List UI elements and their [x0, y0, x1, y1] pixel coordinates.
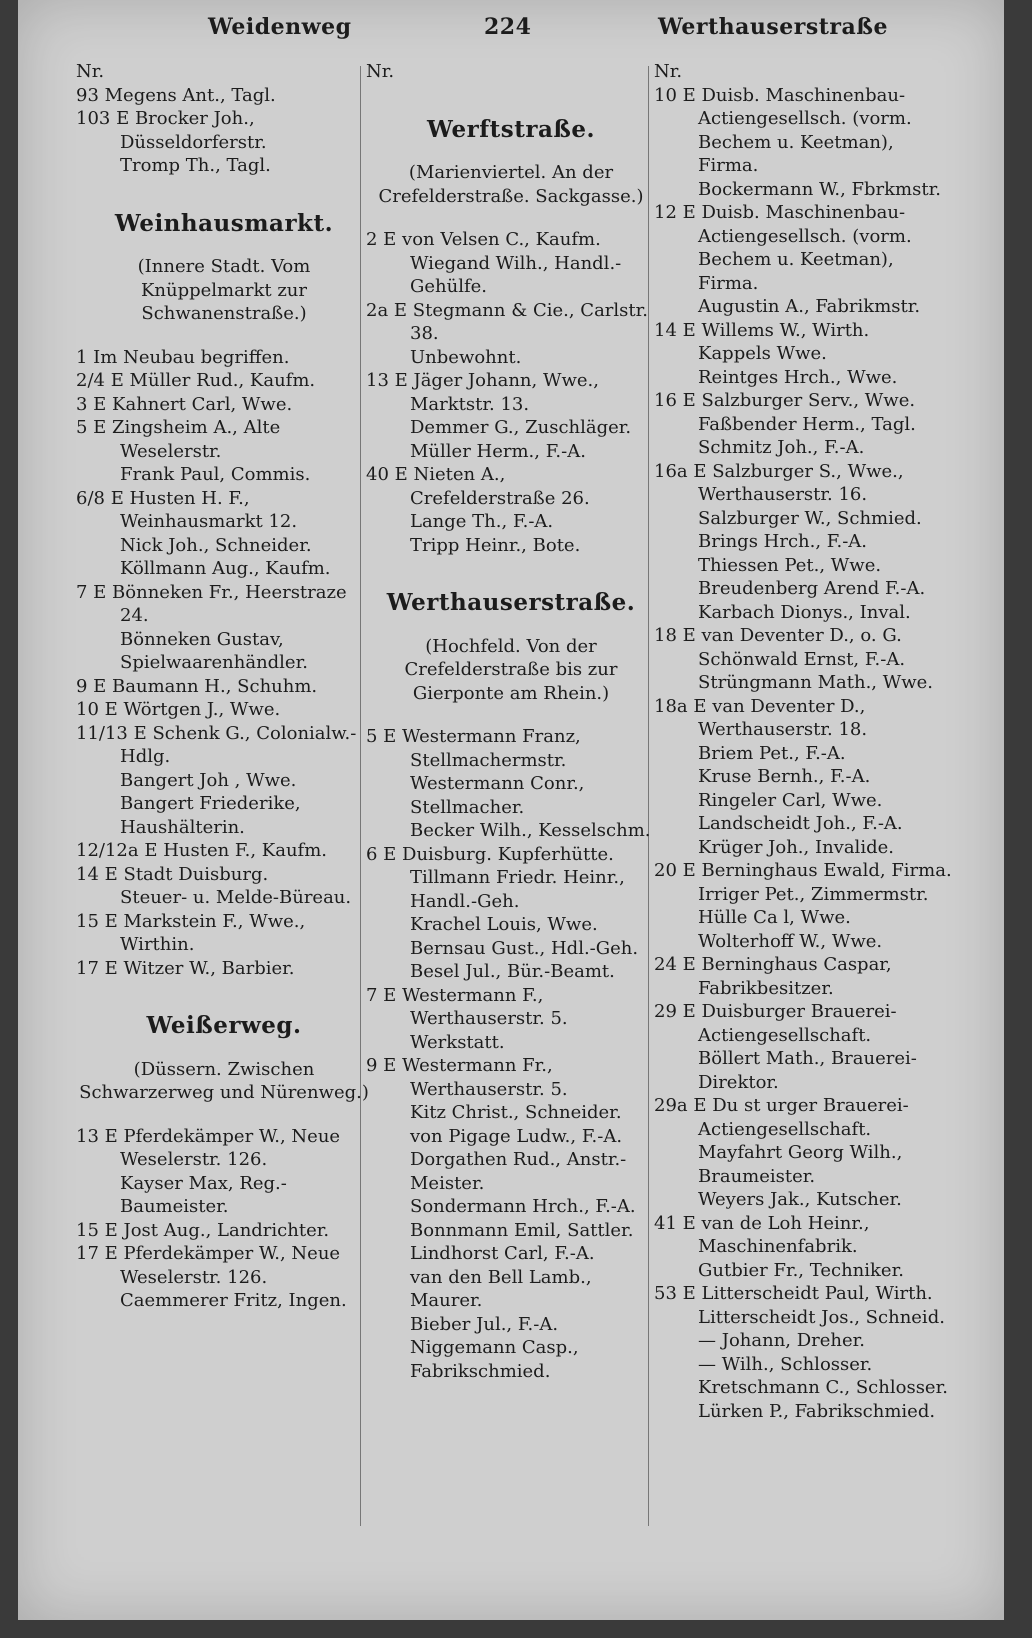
house-entry: 41 E van de Loh Heinr., Maschinenfabrik.	[654, 1212, 870, 1257]
street-heading: Weinhausmarkt.	[114, 209, 334, 237]
house-entry: 40 E Nieten A., Crefelderstraße 26.	[366, 464, 590, 509]
resident-entry: Bönneken Gustav, Spielwaarenhändler.	[120, 628, 308, 673]
resident-entry: Tillmann Friedr. Heinr., Handl.-Geh.	[410, 867, 625, 912]
resident-entry: Faßbender Herm., Tagl.	[698, 413, 916, 435]
resident-entry: Wiegand Wilh., Handl.-Gehülfe.	[410, 252, 622, 297]
house-entry: 14 E Stadt Duisburg.	[76, 863, 269, 885]
house-entry: 17 E Witzer W., Barbier.	[76, 957, 295, 979]
resident-entry: Krachel Louis, Wwe.	[410, 914, 598, 935]
resident-entry: — Wilh., Schlosser.	[698, 1353, 873, 1375]
house-entry: 13 E Pferdekämper W., Neue Weselerstr. 126.	[76, 1125, 341, 1170]
house-entry: 3 E Kahnert Carl, Wwe.	[76, 393, 293, 415]
resident-entry: Karbach Dionys., Inval.	[698, 601, 911, 623]
house-entry: 9 E Westermann Fr., Werthauserstr. 5.	[366, 1055, 568, 1100]
resident-entry: Lange Th., F.-A.	[410, 511, 554, 532]
resident-entry: Brings Hrch., F.-A.	[698, 531, 868, 552]
resident-entry: Bangert Joh , Wwe.	[120, 769, 297, 791]
resident-entry: Böllert Math., Brauerei-Direktor.	[698, 1048, 917, 1093]
street-description: (Innere Stadt. Vom Knüppelmarkt zur Schwanenstraße.)	[137, 256, 311, 324]
resident-entry: Reintges Hrch., Wwe.	[698, 366, 898, 388]
house-entry: 53 E Litterscheidt Paul, Wirth.	[654, 1283, 933, 1304]
resident-entry: Mayfahrt Georg Wilh., Braumeister.	[698, 1142, 903, 1187]
resident-entry: Becker Wilh., Kesselschm.	[410, 820, 651, 841]
resident-entry: Schönwald Ernst, F.-A.	[698, 648, 906, 670]
resident-entry: — Johann, Dreher.	[698, 1330, 866, 1351]
resident-entry: Werkstatt.	[410, 1031, 505, 1053]
resident-entry: Bangert Friederike, Haushälterin.	[120, 793, 301, 838]
street-description: (Hochfeld. Von der Crefelderstraße bis zur Gierponte am Rhein.)	[404, 635, 618, 704]
resident-entry: Hülle Ca l, Wwe.	[698, 907, 851, 928]
house-entry: 5 E Westermann Franz, Stellmachermstr.	[366, 726, 581, 771]
resident-entry: von Pigage Ludw., F.-A.	[410, 1125, 623, 1147]
house-entry: 1 Im Neubau begriffen.	[76, 346, 290, 368]
nr-label: Nr.	[366, 61, 395, 82]
resident-entry: Ringeler Carl, Wwe.	[698, 789, 883, 811]
house-entry: 5 E Zingsheim A., Alte Weselerstr.	[76, 417, 281, 462]
resident-entry: Dorgathen Rud., Anstr.-Meister.	[410, 1149, 627, 1194]
directory-page	[18, 0, 1004, 1620]
house-entry: 2/4 E Müller Rud., Kaufm.	[76, 370, 316, 391]
resident-entry: Schmitz Joh., F.-A.	[698, 437, 865, 458]
house-entry: 6 E Duisburg. Kupferhütte.	[366, 843, 614, 865]
house-entry: 12/12a E Husten F., Kaufm.	[76, 840, 327, 861]
resident-entry: Sondermann Hrch., F.-A.	[410, 1196, 636, 1217]
resident-entry: Müller Herm., F.-A.	[410, 440, 586, 462]
column-2	[366, 60, 656, 1383]
house-entry: 6/8 E Husten H. F., Weinhausmarkt 12.	[76, 487, 298, 532]
street-description: (Marienviertel. An der Crefelderstraße. Sackgasse.)	[378, 162, 644, 207]
resident-entry: Kitz Christ., Schneider.	[410, 1102, 622, 1123]
resident-entry: Lürken P., Fabrikschmied.	[698, 1400, 936, 1422]
resident-entry: Tromp Th., Tagl.	[120, 155, 271, 176]
running-head-right: Werthauserstraße	[658, 14, 888, 40]
nr-label: Nr.	[654, 61, 683, 82]
page-number: 224	[484, 14, 532, 40]
resident-entry: Strüngmann Math., Wwe.	[698, 672, 934, 693]
resident-entry: Kretschmann C., Schlosser.	[698, 1377, 948, 1398]
resident-entry: Niggemann Casp., Fabrikschmied.	[410, 1337, 579, 1382]
resident-entry: Bonnmann Emil, Sattler.	[410, 1219, 634, 1241]
resident-entry: Westermann Conr., Stellmacher.	[410, 773, 585, 818]
street-heading: Werftstraße.	[427, 115, 595, 143]
street-heading: Werthauserstraße.	[386, 589, 636, 616]
running-head-left: Weidenweg	[208, 14, 352, 40]
house-entry: 29 E Duisburger Brauerei-Actiengesellschaft.	[654, 1001, 897, 1046]
resident-entry: van den Bell Lamb., Maurer.	[410, 1266, 592, 1311]
resident-entry: Lindhorst Carl, F.-A.	[410, 1243, 595, 1264]
resident-entry: Caemmerer Fritz, Ingen.	[120, 1290, 347, 1311]
resident-entry: Irriger Pet., Zimmermstr.	[698, 883, 929, 905]
house-entry: 18a E van Deventer D., Werthauserstr. 18.	[654, 695, 868, 740]
resident-entry: Breudenberg Arend F.-A.	[698, 578, 926, 599]
house-entry: 24 E Berninghaus Caspar, Fabrikbesitzer.	[654, 954, 892, 999]
resident-entry: Frank Paul, Commis.	[120, 464, 311, 485]
house-entry: 20 E Berninghaus Ewald, Firma.	[654, 860, 952, 881]
street-heading: Weißerweg.	[146, 1012, 302, 1039]
resident-entry: Steuer- u. Melde-Büreau.	[120, 887, 352, 908]
house-entry: 9 E Baumann H., Schuhm.	[76, 675, 318, 697]
house-entry: 103 E Brocker Joh., Düsseldorferstr.	[76, 108, 267, 153]
resident-entry: Demmer G., Zuschläger.	[410, 417, 632, 438]
resident-entry: Bernsau Gust., Hdl.-Geh.	[410, 937, 639, 959]
resident-entry: Briem Pet., F.-A.	[698, 742, 846, 764]
house-entry: 16 E Salzburger Serv., Wwe.	[654, 390, 916, 411]
house-entry: 16a E Salzburger S., Wwe., Werthauserstr. 16.	[654, 460, 904, 505]
house-entry: 93 Megens Ant., Tagl.	[76, 84, 276, 106]
resident-entry: Kruse Bernh., F.-A.	[698, 766, 871, 787]
resident-entry: Gutbier Fr., Techniker.	[698, 1259, 904, 1281]
house-entry: 17 E Pferdekämper W., Neue Weselerstr. 126.	[76, 1243, 341, 1288]
house-entry: 12 E Duisb. Maschinenbau-Actiengesellsch. (vorm. Bechem u. Keetman), Firma.	[654, 202, 912, 294]
house-entry: 15 E Markstein F., Wwe., Wirthin.	[76, 910, 306, 955]
resident-entry: Bieber Jul., F.-A.	[410, 1313, 559, 1335]
nr-label: Nr.	[76, 61, 105, 82]
house-entry: 10 E Duisb. Maschinenbau-Actiengesellsch. (vorm. Bechem u. Keetman), Firma.	[654, 84, 912, 176]
resident-entry: Landscheidt Joh., F.-A.	[698, 813, 903, 834]
house-entry: 14 E Willems W., Wirth.	[654, 319, 870, 341]
house-entry: 15 E Jost Aug., Landrichter.	[76, 1219, 330, 1241]
street-description: (Düssern. Zwischen Schwarzerweg und Nürenweg.)	[79, 1058, 369, 1103]
house-entry: 10 E Wörtgen J., Wwe.	[76, 699, 281, 720]
resident-entry: Bockermann W., Fbrkmstr.	[698, 178, 941, 200]
resident-entry: Litterscheidt Jos., Schneid.	[698, 1306, 945, 1328]
resident-entry: Kappels Wwe.	[698, 343, 827, 364]
resident-entry: Augustin A., Fabrikmstr.	[698, 296, 921, 317]
resident-entry: Kayser Max, Reg.-Baumeister.	[120, 1172, 287, 1217]
resident-entry: Thiessen Pet., Wwe.	[698, 554, 882, 576]
house-entry: 18 E van Deventer D., o. G.	[654, 625, 902, 646]
column-3	[654, 60, 954, 1423]
resident-entry: Salzburger W., Schmied.	[698, 507, 922, 529]
house-entry: 7 E Westermann F., Werthauserstr. 5.	[366, 984, 568, 1029]
house-entry: 2 E von Velsen C., Kaufm.	[366, 229, 601, 250]
house-entry: 13 E Jäger Johann, Wwe., Marktstr. 13.	[366, 370, 599, 415]
column-1	[76, 60, 372, 1313]
resident-entry: Krüger Joh., Invalide.	[698, 836, 894, 858]
house-entry: 7 E Bönneken Fr., Heerstraze 24.	[76, 581, 347, 626]
house-entry: 11/13 E Schenk G., Colonialw.-Hdlg.	[76, 722, 357, 767]
resident-entry: Weyers Jak., Kutscher.	[698, 1189, 902, 1210]
resident-entry: Wolterhoff W., Wwe.	[698, 930, 883, 952]
resident-entry: Besel Jul., Bür.-Beamt.	[410, 961, 615, 982]
resident-entry: Nick Joh., Schneider.	[120, 534, 312, 556]
resident-entry: Unbewohnt.	[410, 346, 522, 368]
house-entry: 29a E Du st urger Brauerei-Actiengesellschaft.	[654, 1095, 909, 1140]
resident-entry: Köllmann Aug., Kaufm.	[120, 558, 331, 579]
house-entry: 2a E Stegmann & Cie., Carlstr. 38.	[366, 299, 648, 344]
resident-entry: Tripp Heinr., Bote.	[410, 534, 581, 556]
